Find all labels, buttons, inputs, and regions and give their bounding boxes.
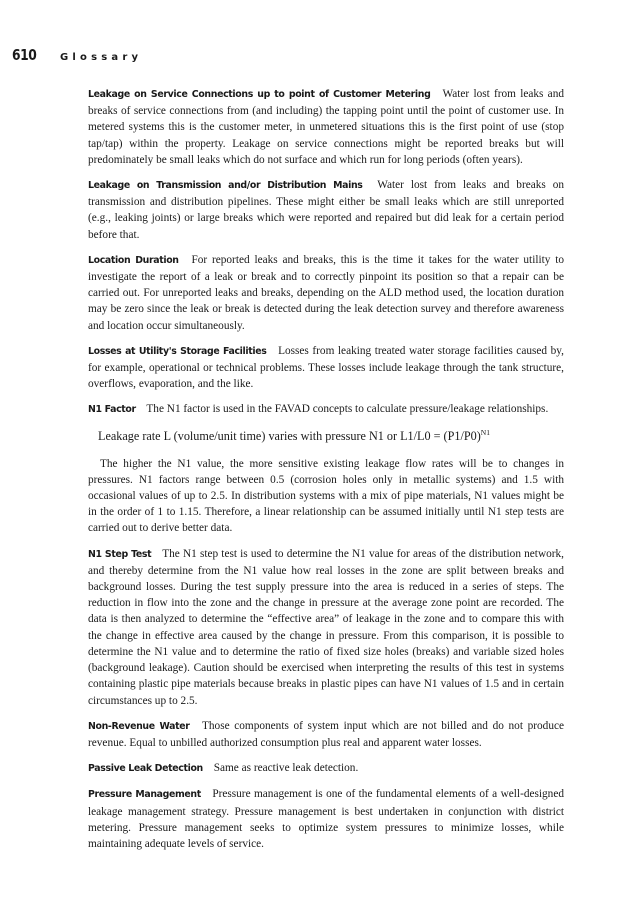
glossary-definition: Same as reactive leak detection. — [213, 762, 359, 775]
glossary-definition: For reported leaks and breaks, this is the time it takes for the water utility to investigate the report of a leak or break and to correctly pinpoint its position so that a repair can be carried out. For unreported leaks and breaks, depending on the ALD method used, the location duration may be zero since the leak or break is detected during the leak detection survey and therefore awareness and location occur simultaneously. — [88, 253, 564, 332]
glossary-definition: Water lost from leaks and breaks on transmission and distribution pipelines. These might either be small leaks which are still unreported (e.g., leaking joints) or large breaks which were reported and repaired but did leak for a certain period before that. — [88, 179, 564, 241]
glossary-definition: Those components of system input which are not billed and do not produce revenue. Equal to unbilled authorized consumption plus real and apparent water losses. — [88, 719, 565, 749]
running-head: Glossary — [60, 52, 143, 63]
glossary-entry — [88, 401, 564, 418]
page-number: 610 — [12, 46, 37, 64]
glossary-entry — [88, 546, 564, 709]
glossary-entry — [88, 786, 564, 852]
glossary-term: Losses at Utility's Storage Facilities — [88, 345, 267, 357]
glossary-term: Passive Leak Detection — [88, 763, 203, 775]
page-header — [12, 46, 142, 66]
glossary-definition: Water lost from leaks and breaks of service connections from (and including) the tapping point until the point of customer use. In metered systems this is the customer meter, in unmetered situations this is the first point of use (stop tap/tap) within the property. Leakage on service connections might be reported breaks but will predominately be small leaks which do not surface and which run for long periods (often years). — [88, 88, 564, 166]
glossary-definition: Losses from leaking treated water storage facilities caused by, for example, operational or technical problems. These losses include leakage through the tank structure, overflows, evaporation, and the like. — [88, 344, 564, 391]
glossary-term: N1 Factor — [88, 404, 136, 416]
glossary-definition: Pressure management is one of the fundamental elements of a well-designed leakage management strategy. Pressure management is best undertaken in conjunction with district metering. Pressure management seeks to optimize system pressures to minimize losses, while maintaining adequate levels of service. — [88, 788, 564, 850]
glossary-term: Location Duration — [88, 254, 179, 266]
formula-text: Leakage rate L (volume/unit time) varies with pressure N1 or L1/L0 = (P1/P0) — [98, 428, 481, 443]
glossary-entry — [88, 718, 564, 751]
glossary-definition: The N1 factor is used in the FAVAD concepts to calculate pressure/leakage relationships. — [146, 403, 549, 416]
glossary-term: Pressure Management — [88, 789, 201, 801]
glossary-term: Non-Revenue Water — [88, 720, 190, 732]
glossary-term: Leakage on Transmission and/or Distribution Mains — [88, 180, 363, 192]
glossary-entry — [88, 86, 564, 168]
n1-followup-paragraph: The higher the N1 value, the more sensitive existing leakage flow rates will be to changes in pressures. N1 factors range between 0.5 (corrosion holes only in metallic systems) and 1.5 with occasional values of up to 2.5. In distribution systems with a mix of pipe materials, N1 values might be in the order of 1 to 1.15. Therefore, a linear relationship can be assumed initially until N1 step tests are carried out to derive better data. — [88, 457, 564, 535]
glossary-entry — [88, 252, 564, 334]
glossary-term: Leakage on Service Connections up to point of Customer Metering — [88, 89, 431, 100]
glossary-term: N1 Step Test — [88, 548, 152, 560]
glossary-entry — [88, 760, 564, 777]
glossary-entry — [88, 343, 564, 393]
glossary-entry — [88, 177, 564, 243]
n1-formula — [98, 428, 564, 444]
glossary-content — [88, 86, 564, 861]
glossary-definition: The N1 step test is used to determine the N1 value for areas of the distribution network, and thereby determine from the N1 value how real losses in the zone are split between breaks and background losses. During the test supply pressure into the area is reduced in a series of steps. The reduction in flow into the zone and the change in pressure at the average zone point are recorded. The data is then analyzed to determine the “effective area” of leakage in the zone and to compare this with the change in effective area caused by the change in pressure. From this comparison, it is possible to determine the N1 value and to determine the ratio of fixed size holes (breaks) and variable sized holes (background leakage). Caution should be exercised when interpreting the results of this test in systems containing plastic pipe materials because breaks in plastic pipes can have N1 values of 1.5 and in certain circumstances up to 2.5. — [88, 547, 564, 707]
formula-exponent: N1 — [480, 427, 490, 437]
